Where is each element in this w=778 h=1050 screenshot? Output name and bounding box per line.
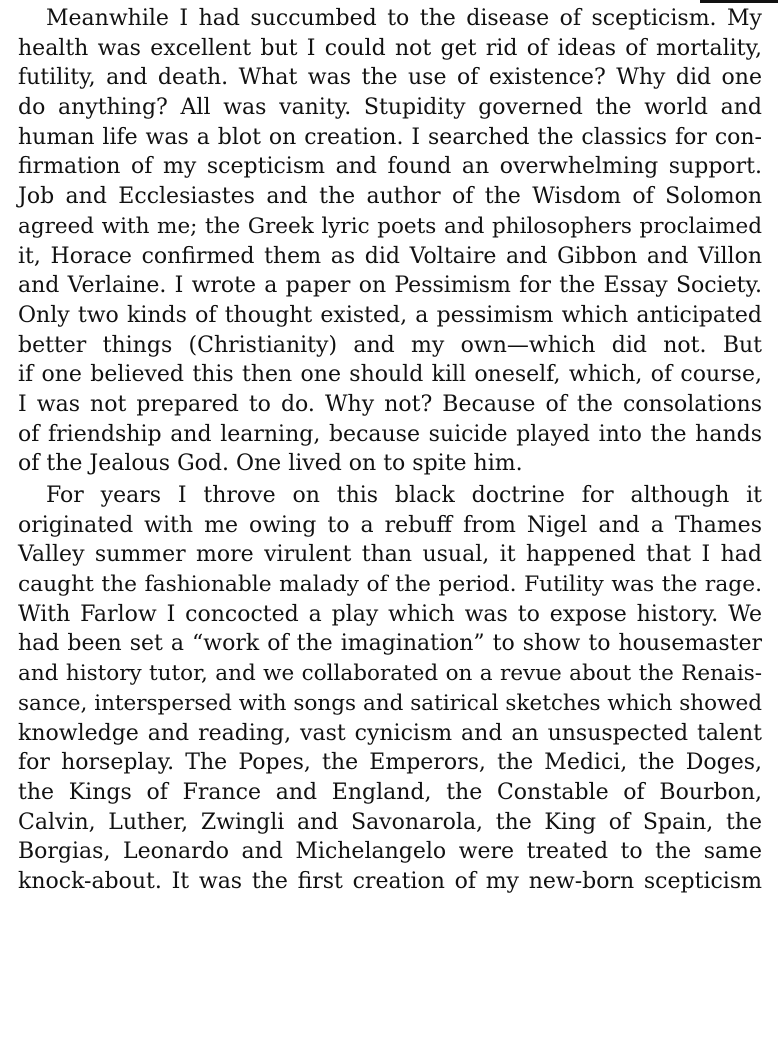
text-line: Only two kinds of thought existed, a pessimism which anticipated (18, 302, 762, 328)
text-line: and history tutor, and we collaborated on a revue about the Renais- (18, 661, 762, 687)
text-line: Job and Ecclesiastes and the author of the Wisdom of Solomon (18, 184, 762, 210)
text-line: Meanwhile I had succumbed to the disease of scepticism. My (46, 6, 762, 31)
text-line: had been set a “work of the imagination” to show to housemaster (18, 631, 762, 657)
page-text (18, 4, 762, 897)
text-line: Valley summer more virulent than usual, it happened that I had (18, 542, 762, 568)
text-line: health was excellent but I could not get rid of ideas of mortality, (18, 35, 762, 61)
text-line: of friendship and learning, because suicide played into the hands (18, 421, 762, 447)
text-line: of the Jealous God. One lived on to spite him. (18, 451, 523, 477)
text-line: With Farlow I concocted a play which was to expose history. We (18, 601, 762, 627)
text-line: if one believed this then one should kill oneself, which, of course, (18, 362, 762, 388)
paragraph (18, 4, 762, 479)
text-line: Calvin, Luther, Zwingli and Savonarola, the King of Spain, the (18, 809, 762, 835)
text-line: I was not prepared to do. Why not? Because of the consolations (18, 391, 762, 417)
text-line: sance, interspersed with songs and satirical sketches which showed (18, 690, 762, 716)
text-line: Borgias, Leonardo and Michelangelo were treated to the same (18, 839, 762, 865)
text-line: futility, and death. What was the use of existence? Why did one (18, 65, 762, 91)
text-line: knowledge and reading, vast cynicism and an unsuspected talent (18, 720, 762, 746)
text-line: agreed with me; the Greek lyric poets and philosophers proclaimed (18, 213, 762, 239)
text-line: originated with me owing to a rebuff from Nigel and a Thames (18, 512, 762, 538)
text-line: and Verlaine. I wrote a paper on Pessimism for the Essay Society. (18, 273, 762, 299)
text-line: firmation of my scepticism and found an overwhelming support. (18, 154, 762, 180)
previous-page-edge (700, 0, 778, 3)
text-line: caught the fashionable malady of the period. Futility was the rage. (18, 572, 762, 598)
text-line: better things (Christianity) and my own—which did not. But (18, 332, 762, 358)
text-line: knock-about. It was the first creation of my new-born scepticism (18, 868, 762, 894)
text-line: do anything? All was vanity. Stupidity governed the world and (18, 95, 762, 121)
text-line: human life was a blot on creation. I searched the classics for con- (18, 124, 762, 150)
text-line: the Kings of France and England, the Constable of Bourbon, (18, 779, 762, 805)
paragraph (18, 481, 762, 897)
text-line: for horseplay. The Popes, the Emperors, the Medici, the Doges, (18, 750, 762, 776)
text-line: it, Horace confirmed them as did Voltaire and Gibbon and Villon (18, 243, 762, 269)
text-line: For years I throve on this black doctrine for although it (46, 483, 762, 508)
